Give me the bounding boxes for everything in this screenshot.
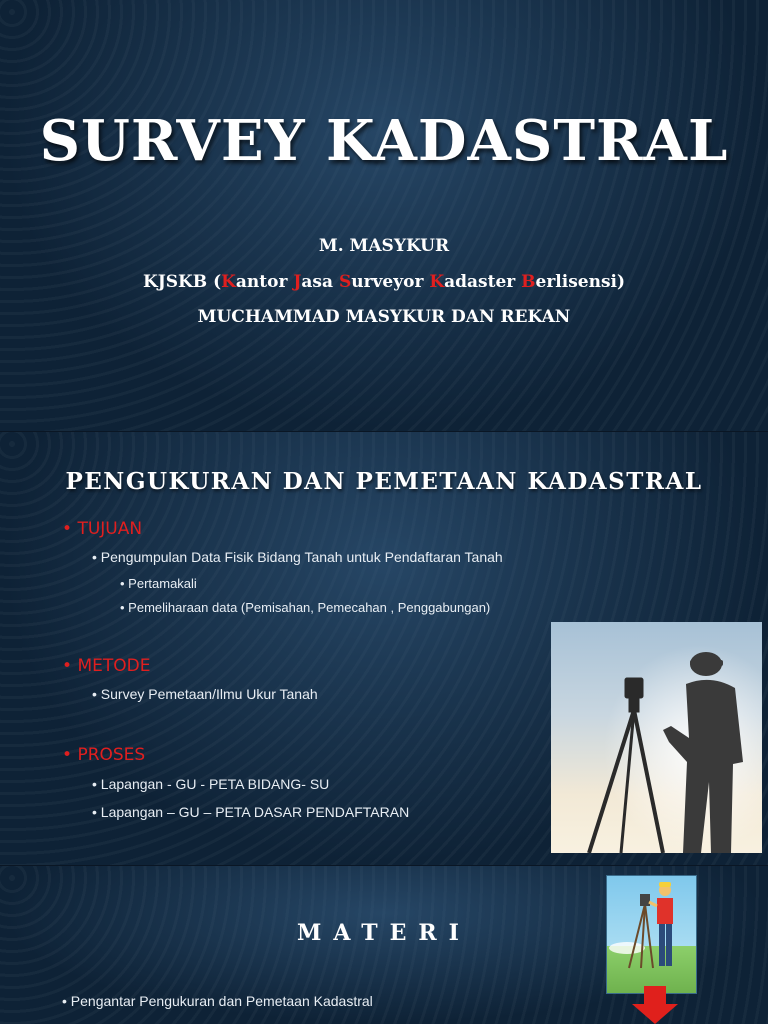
org-initial-s: S [338,272,352,292]
presentation-title: SURVEY KADASTRAL [39,108,729,174]
slide-title [0,0,768,432]
section-heading-proses: • PROSES [62,745,145,765]
bullet-item: • Lapangan – GU – PETA DASAR PENDAFTARAN [92,804,409,820]
org-initial-j: J [293,272,302,292]
surveyor-clipart-image [606,875,697,994]
surveyor-silhouette-graphic [551,622,762,853]
org-word-kadaster: adaster [444,272,522,292]
section-heading-tujuan: • TUJUAN [62,519,142,539]
surveyor-clipart-graphic [607,876,696,993]
sub-bullet-item: • Pemeliharaan data (Pemisahan, Pemecahan , Penggabungan) [120,600,490,615]
slide-materi [0,866,768,1024]
down-arrow-icon [630,986,680,1024]
slide-heading: PENGUKURAN DAN PEMETAAN KADASTRAL [65,468,703,495]
org-word-jasa: asa [301,272,339,292]
sub-bullet-item: • Pertamakali [120,576,197,591]
author-name: M. MASYKUR [318,236,450,256]
slide-heading: MATERI [297,920,471,946]
organization-line [0,272,768,292]
bullet-item: • Pengantar Pengukuran dan Pemetaan Kadastral [62,993,373,1009]
org-initial-b: B [521,272,536,292]
org-word-surveyor: urveyor [351,272,430,292]
org-prefix: KJSKB ( [142,272,222,292]
section-heading-metode: • METODE [62,656,150,676]
surveyor-silhouette-image [551,622,762,853]
bullet-item: • Survey Pemetaan/Ilmu Ukur Tanah [92,686,318,702]
bullet-item: • Lapangan - GU - PETA BIDANG- SU [92,776,329,792]
firm-name: MUCHAMMAD MASYKUR DAN REKAN [197,307,571,327]
org-word-berlisensi: erlisensi) [535,272,626,292]
org-initial-k2: K [429,272,445,292]
bullet-item: • Pengumpulan Data Fisik Bidang Tanah untuk Pendaftaran Tanah [92,549,503,565]
org-word-kantor: antor [235,272,294,292]
org-initial-k: K [221,272,236,292]
slide-pengukuran [0,432,768,866]
